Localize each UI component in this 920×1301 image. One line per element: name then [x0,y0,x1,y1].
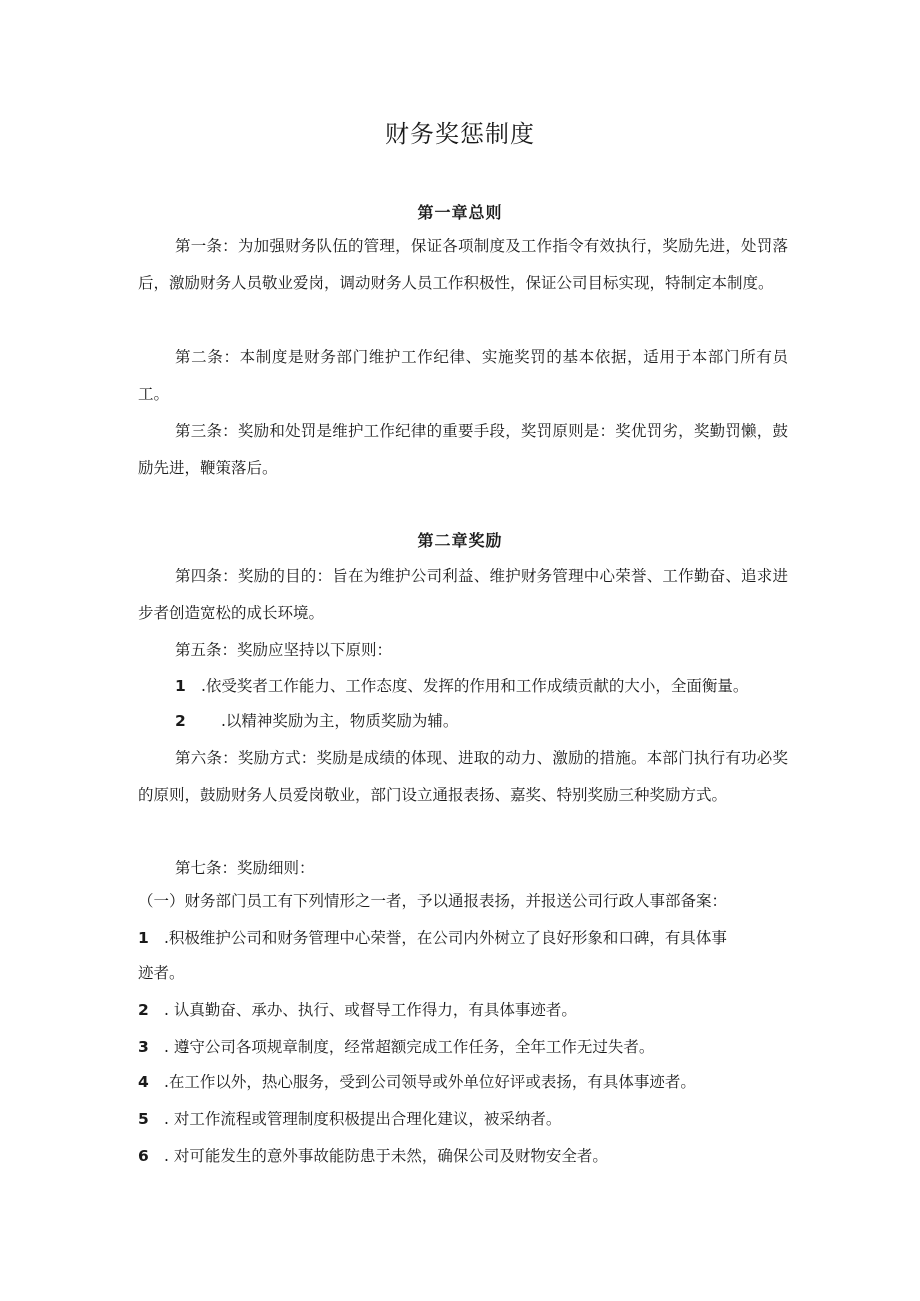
article-3: 第三条：奖励和处罚是维护工作纪律的重要手段，奖罚原则是：奖优罚劣，奖勤罚懒，鼓励先进，鞭策落后。 [138,422,788,477]
item-number: 4 [138,1073,149,1091]
item-text: . 对工作流程或管理制度积极提出合理化建议，被采纳者。 [164,1110,562,1128]
principle-2 [175,706,835,736]
detail-item-2 [138,995,798,1025]
principle-number: 2 [175,712,186,730]
chapter-2-heading: 第二章奖励 [417,531,503,550]
item-number: 2 [138,1001,149,1019]
document-title: 财务奖惩制度 [385,120,535,148]
detail-item-5 [138,1104,798,1134]
principle-text: .以精神奖励为主，物质奖励为辅。 [221,712,459,730]
article-4: 第四条：奖励的目的：旨在为维护公司利益、维护财务管理中心荣誉、工作勤奋、追求进步者创造宽松的成长环境。 [138,567,788,622]
item-text: . 对可能发生的意外事故能防患于未然，确保公司及财物安全者。 [164,1147,608,1165]
detail-item-1-continuation: 迹者。 [138,964,185,982]
item-number: 1 [138,929,149,947]
article-2: 第二条：本制度是财务部门维护工作纪律、实施奖罚的基本依据，适用于本部门所有员工。 [138,348,788,403]
item-number: 5 [138,1110,149,1128]
chapter-1-heading: 第一章总则 [417,203,503,222]
detail-item-4 [138,1067,798,1097]
item-number: 6 [138,1147,149,1165]
item-text: .在工作以外，热心服务，受到公司领导或外单位好评或表扬，有具体事迹者。 [164,1073,696,1091]
principle-text: .依受奖者工作能力、工作态度、发挥的作用和工作成绩贡献的大小，全面衡量。 [201,677,749,695]
item-text: .积极维护公司和财务管理中心荣誉，在公司内外树立了良好形象和口碑，有具体事 [164,929,727,947]
article-1: 第一条：为加强财务队伍的管理，保证各项制度及工作指令有效执行，奖励先进，处罚落后，激励财务人员敬业爱岗，调动财务人员工作积极性，保证公司目标实现，特制定本制度。 [138,237,788,292]
article-6: 第六条：奖励方式：奖励是成绩的体现、进取的动力、激励的措施。本部门执行有功必奖的原则，鼓励财务人员爱岗敬业，部门设立通报表扬、嘉奖、特别奖励三种奖励方式。 [138,749,788,804]
article-5: 第五条：奖励应坚持以下原则： [175,641,393,659]
detail-item-1 [138,923,798,953]
principle-1 [175,671,805,701]
item-text: . 遵守公司各项规章制度，经常超额完成工作任务，全年工作无过失者。 [164,1038,655,1056]
item-text: . 认真勤奋、承办、执行、或督导工作得力，有具体事迹者。 [164,1001,577,1019]
detail-item-6 [138,1141,798,1171]
principle-number: 1 [175,677,186,695]
detail-item-3 [138,1032,798,1062]
sub-clause-1: （一）财务部门员工有下列情形之一者，予以通报表扬，并报送公司行政人事部备案： [138,892,728,910]
item-number: 3 [138,1038,149,1056]
article-7: 第七条：奖励细则： [175,859,315,877]
